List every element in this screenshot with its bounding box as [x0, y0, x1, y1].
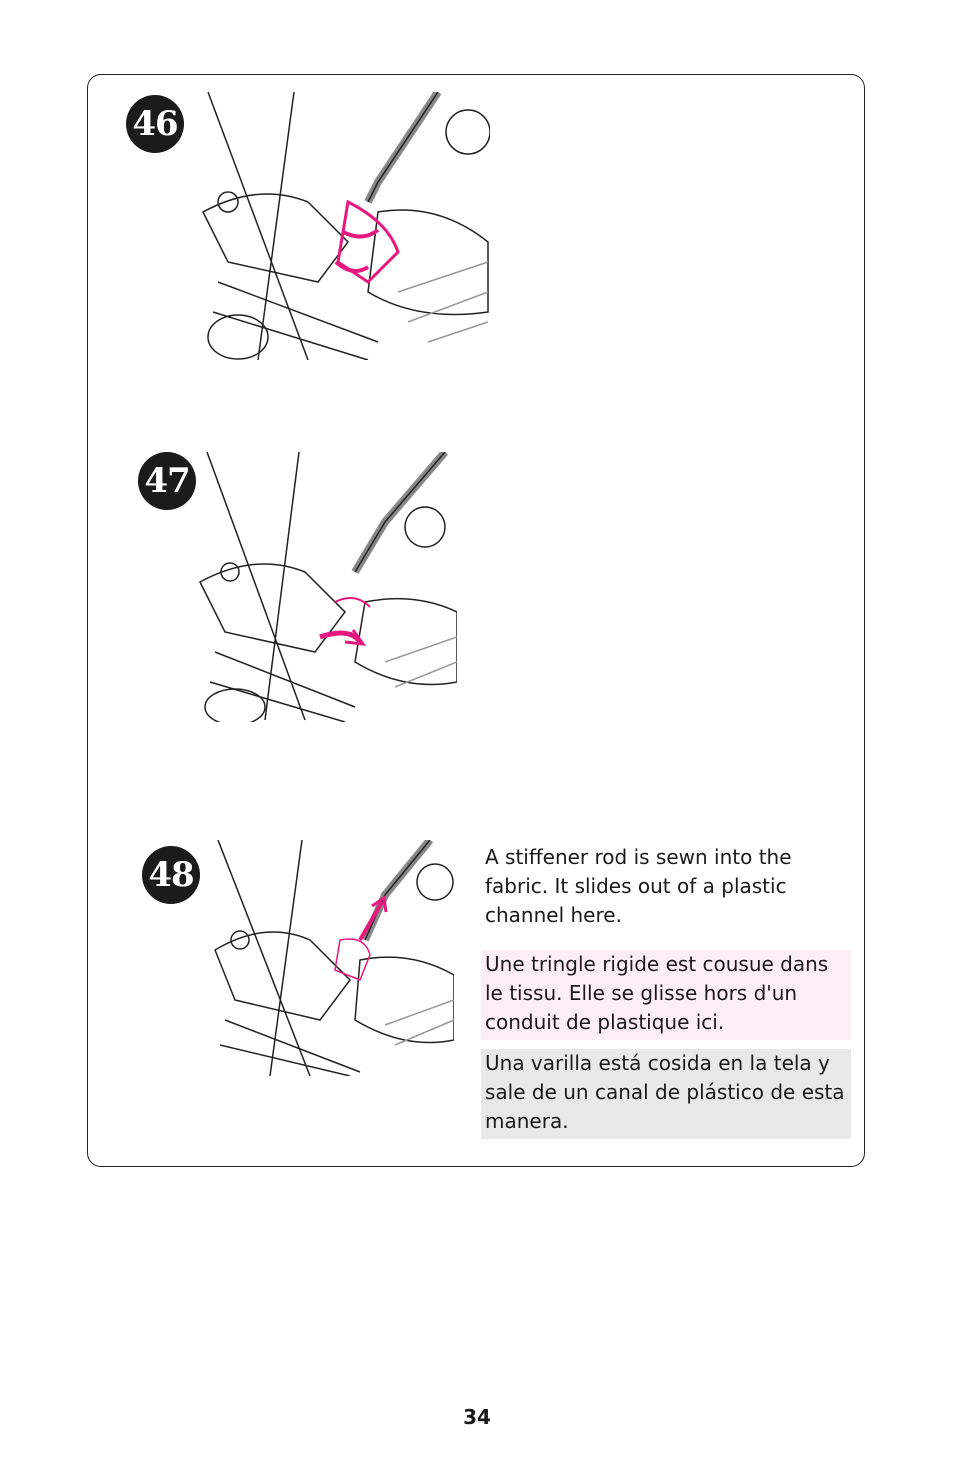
instruction-text-english: A stiffener rod is sewn into the fabric. It slides out of a plastic channel here. — [485, 845, 792, 927]
step-47-illustration — [195, 452, 457, 722]
step-number: 46 — [132, 104, 178, 144]
step-badge-47 — [138, 452, 196, 510]
instruction-text-spanish: Una varilla está cosida en la tela y sale de un canal de plástico de esta manera. — [481, 1049, 851, 1139]
instruction-text-french: Une tringle rigide est cousue dans le tissu. Elle se glisse hors d'un conduit de plastique ici. — [481, 950, 851, 1040]
step-number: 47 — [144, 461, 190, 501]
step-number: 48 — [148, 855, 194, 895]
step-48-illustration — [210, 840, 454, 1076]
step-badge-46 — [126, 95, 184, 153]
step-badge-48 — [142, 846, 200, 904]
step-46-illustration — [198, 92, 490, 360]
page-number: 34 — [463, 1405, 491, 1429]
